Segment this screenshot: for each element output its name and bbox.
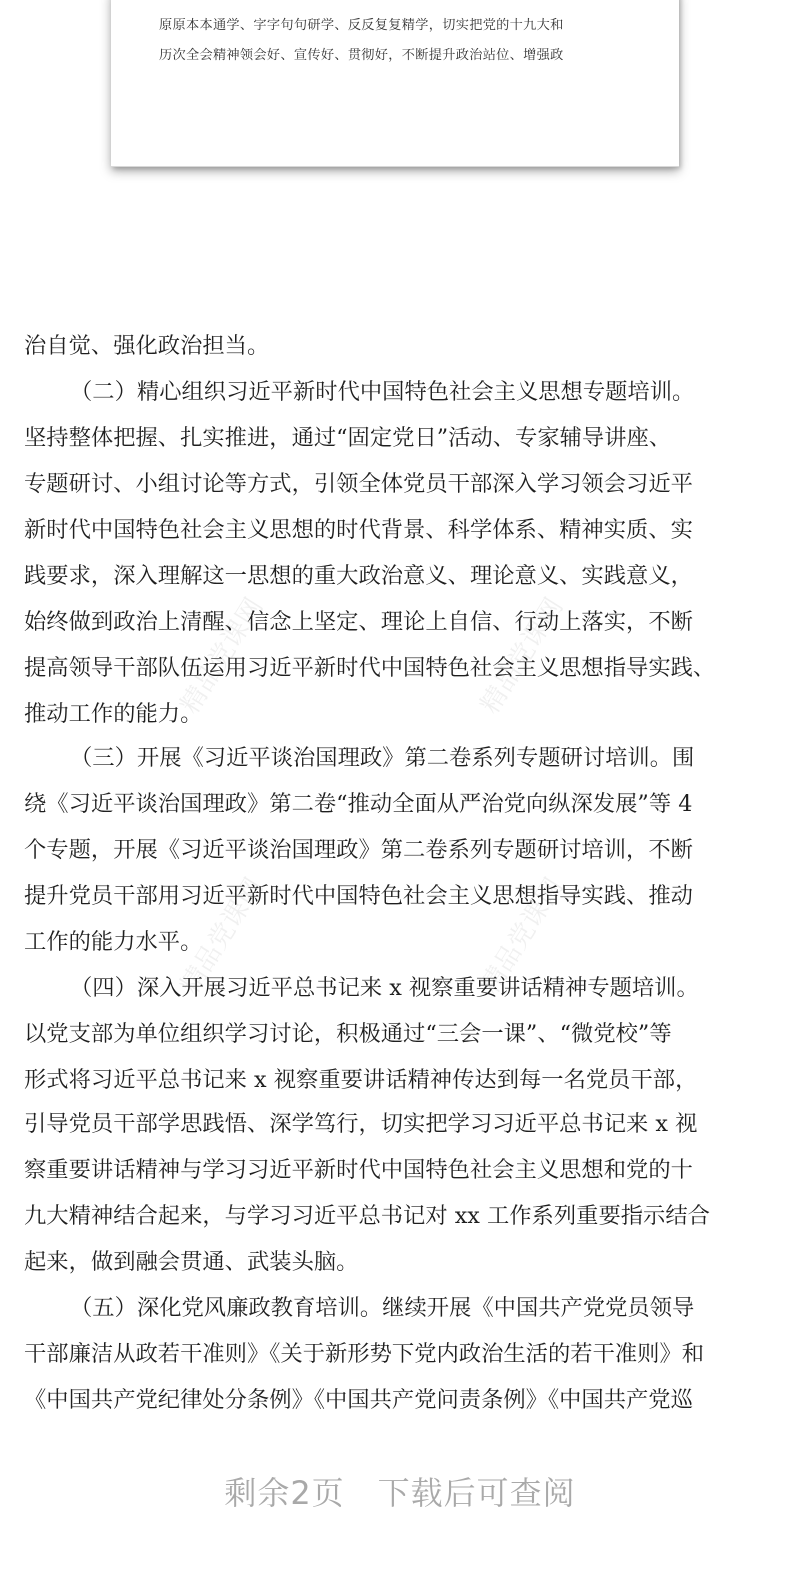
watermark: 精品党课网 bbox=[175, 592, 270, 720]
doc-line: 九大精神结合起来，与学习习近平总书记对 xx 工作系列重要指示结合 bbox=[24, 1203, 710, 1229]
preview-card bbox=[111, 0, 679, 167]
doc-line: 提升党员干部用习近平新时代中国特色社会主义思想指导实践、推动 bbox=[24, 883, 693, 909]
doc-line: 新时代中国特色社会主义思想的时代背景、科学体系、精神实质、实 bbox=[24, 517, 693, 543]
doc-line: 践要求，深入理解这一思想的重大政治意义、理论意义、实践意义， bbox=[24, 563, 693, 589]
doc-line: 治自觉、强化政治担当。 bbox=[24, 333, 270, 359]
doc-line: 推动工作的能力。 bbox=[24, 701, 203, 727]
doc-line: 察重要讲话精神与学习习近平新时代中国特色社会主义思想和党的十 bbox=[24, 1157, 693, 1183]
doc-line: 坚持整体把握、扎实推进，通过“固定党日”活动、专家辅导讲座、 bbox=[24, 425, 672, 451]
doc-line: 形式将习近平总书记来 x 视察重要讲话精神传达到每一名党员干部， bbox=[24, 1067, 698, 1093]
doc-line: 《中国共产党纪律处分条例》《中国共产党问责条例》《中国共产党巡 bbox=[24, 1387, 693, 1413]
doc-line: （五）深化党风廉政教育培训。继续开展《中国共产党党员领导 bbox=[70, 1295, 695, 1321]
doc-line: （三）开展《习近平谈治国理政》第二卷系列专题研讨培训。围 bbox=[70, 745, 695, 771]
remaining-pages-notice[interactable]: 剩余2页 下载后可查阅 bbox=[224, 1474, 576, 1512]
watermark: 精品党课网 bbox=[475, 592, 570, 720]
watermark: 精品党课网 bbox=[475, 872, 570, 1000]
watermark: 精品党课网 bbox=[175, 872, 270, 1000]
doc-line: 专题研讨、小组讨论等方式，引领全体党员干部深入学习领会习近平 bbox=[24, 471, 693, 497]
preview-line-1: 原原本本通学、字字句句研学、反反复复精学，切实把党的十九大和 bbox=[159, 18, 564, 33]
doc-line: （四）深入开展习近平总书记来 x 视察重要讲话精神专题培训。 bbox=[70, 975, 699, 1001]
doc-line: 提高领导干部队伍运用习近平新时代中国特色社会主义思想指导实践、 bbox=[24, 655, 716, 681]
doc-line: （二）精心组织习近平新时代中国特色社会主义思想专题培训。 bbox=[70, 379, 695, 405]
doc-line: 绕《习近平谈治国理政》第二卷“推动全面从严治党向纵深发展”等 4 bbox=[24, 791, 693, 817]
doc-line: 始终做到政治上清醒、信念上坚定、理论上自信、行动上落实，不断 bbox=[24, 609, 693, 635]
doc-line: 起来，做到融会贯通、武装头脑。 bbox=[24, 1249, 359, 1275]
doc-line: 以党支部为单位组织学习讨论，积极通过“三会一课”、“微党校”等 bbox=[24, 1021, 672, 1047]
doc-line: 干部廉洁从政若干准则》《关于新形势下党内政治生活的若干准则》和 bbox=[24, 1341, 705, 1367]
doc-line: 工作的能力水平。 bbox=[24, 929, 203, 955]
preview-line-2: 历次全会精神领会好、宣传好、贯彻好，不断提升政治站位、增强政 bbox=[159, 48, 564, 63]
doc-line: 引导党员干部学思践悟、深学笃行，切实把学习习近平总书记来 x 视 bbox=[24, 1111, 698, 1137]
doc-line: 个专题，开展《习近平谈治国理政》第二卷系列专题研讨培训，不断 bbox=[24, 837, 693, 863]
